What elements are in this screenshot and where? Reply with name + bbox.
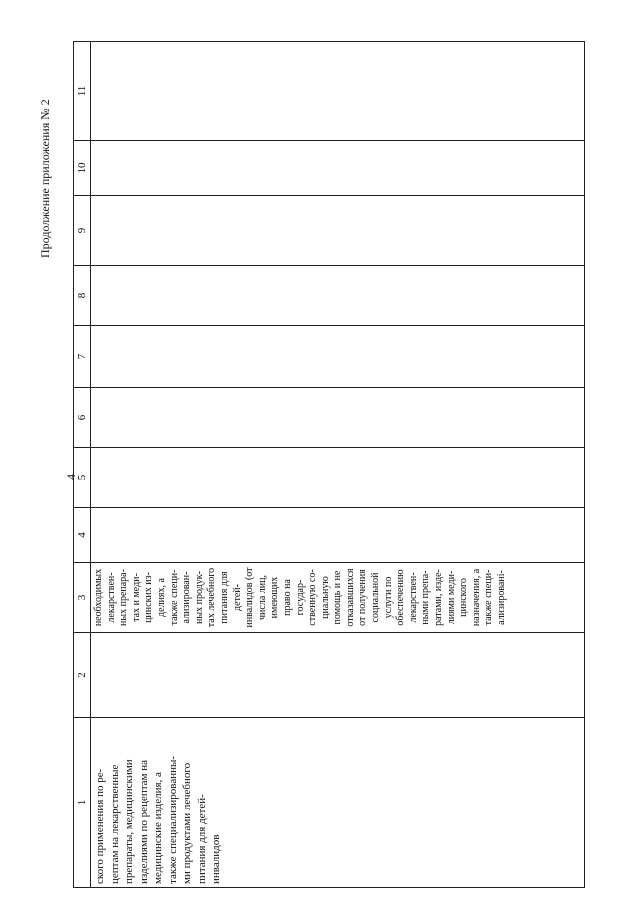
col-number: 5 [74, 448, 91, 508]
col-number: 9 [74, 196, 91, 266]
col-number: 8 [74, 266, 91, 326]
table-cell [91, 718, 585, 888]
page-number: 4 [64, 474, 78, 480]
col-number: 3 [74, 563, 91, 633]
table-cell [91, 266, 585, 326]
table-row [91, 42, 585, 888]
col-number: 7 [74, 326, 91, 388]
col-number: 10 [74, 141, 91, 196]
table-cell [91, 508, 585, 563]
table-container [73, 42, 585, 888]
data-table [73, 41, 585, 888]
table-cell [91, 196, 585, 266]
table-cell [91, 633, 585, 718]
table-cell [91, 448, 585, 508]
page-heading: Продолжение приложения № 2 [38, 99, 52, 258]
table-cell [91, 42, 585, 141]
col-number: 11 [74, 42, 91, 141]
cell-text-col1: ского применения по ре- цептам на лекарственные препараты, медицинскими изделиями по рецептам на медицинские изделия, а также специализированны- ми продуктами лечебного питания для детей- инвалидов [94, 755, 222, 884]
table-cell [91, 141, 585, 196]
table-cell [91, 326, 585, 388]
col-number: 2 [74, 633, 91, 718]
col-number: 4 [74, 508, 91, 563]
col-number: 6 [74, 388, 91, 448]
header-row [74, 42, 91, 888]
cell-text-col3: необходимых лекарствен- ных препара- тах и меди- цинских из- делиях, а также специ- ализирован- ных продук- тах лечебного питания для детей- инвалидов (от числа лиц, имеющих право на государ- ственную со- циальную помощь и не отказавшихся от получения социальной услуги по обеспечению лекарствен- ными препа- ратами, изде- лиями меди- цинского назначения, а также специ- ализировані- [93, 567, 507, 628]
table-cell [91, 563, 585, 633]
table-cell [91, 388, 585, 448]
col-number: 1 [74, 718, 91, 888]
